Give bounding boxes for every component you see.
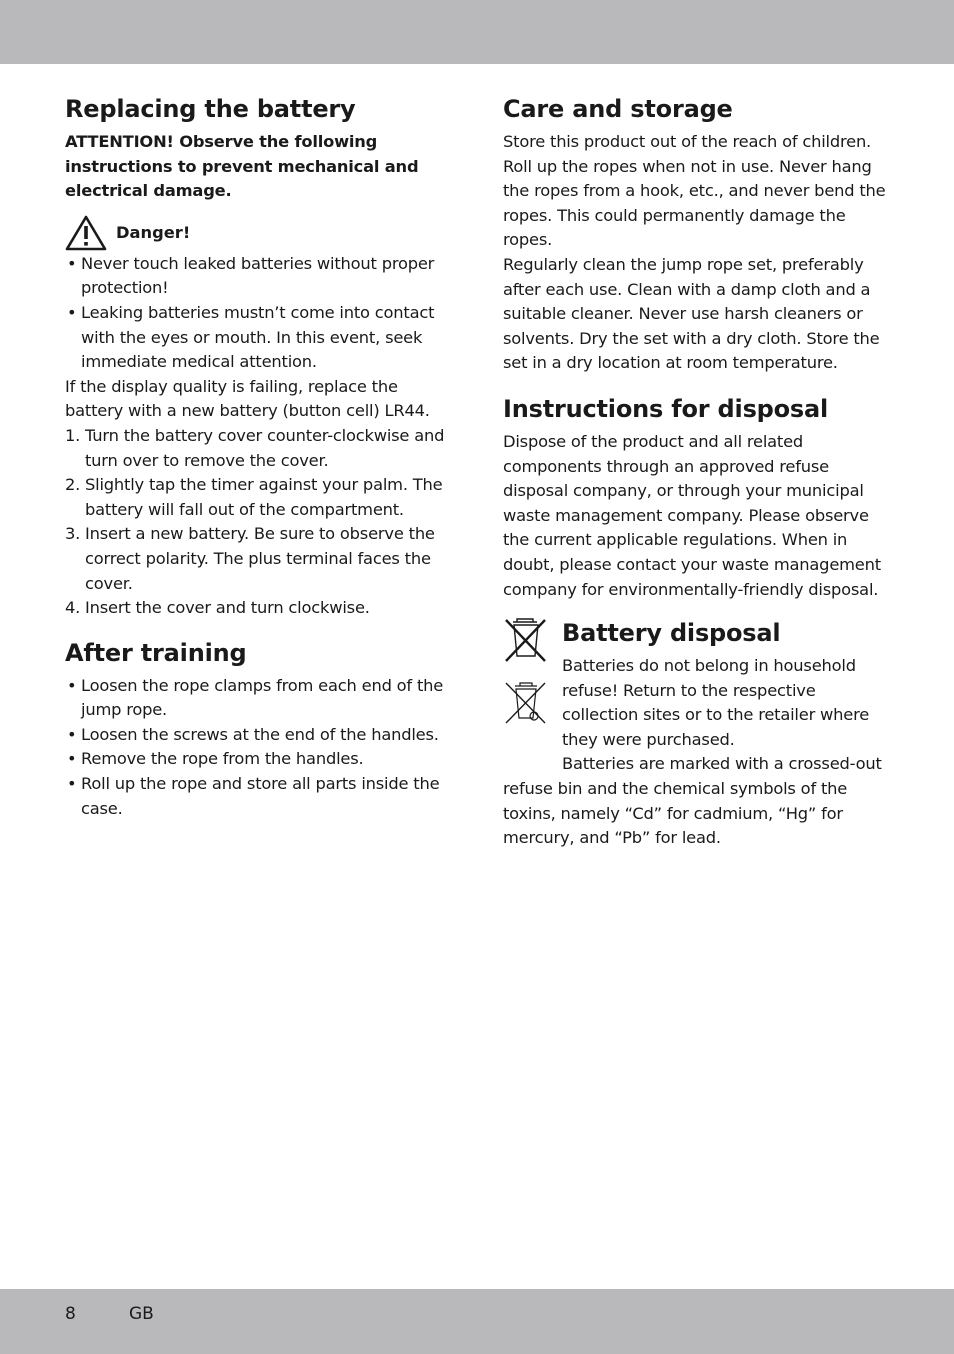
step-number: 1. bbox=[65, 425, 81, 445]
list-item: • Remove the rope from the handles. bbox=[65, 747, 451, 772]
battery-intro: If the display quality is failing, replace the battery with a new battery (button cell) LR44. bbox=[65, 376, 430, 421]
list-item bbox=[65, 473, 451, 522]
page-number: 8 bbox=[65, 1304, 76, 1324]
list-item: • Loosen the screws at the end of the handles. bbox=[65, 723, 451, 748]
replacing-battery-section bbox=[65, 92, 451, 621]
steps-list bbox=[65, 424, 451, 621]
list-item bbox=[65, 424, 451, 473]
step-text: Turn the battery cover counter-clockwise and turn over to remove the cover. bbox=[85, 425, 445, 470]
list-item bbox=[65, 522, 451, 596]
cleaning-paragraph: Regularly clean the jump rope set, preferably after each use. Clean with a damp cloth and a suitable cleaner. Never use harsh cleaners or solvents. Dry the set with a dry cloth. Store the set in a dry location at room temperature. bbox=[503, 254, 880, 373]
disposal-paragraph: Dispose of the product and all related components through an approved refuse disposal company, or through your municipal waste management company. Please observe the current applicable regulations. When in doubt, please contact your waste management company for environmentally-friendly disposal. bbox=[503, 431, 881, 599]
section-heading: Instructions for disposal bbox=[503, 394, 829, 423]
attention-note: ATTENTION! Observe the following instructions to prevent mechanical and electrical damage. bbox=[65, 132, 419, 201]
danger-label: Danger! bbox=[116, 223, 191, 243]
section-heading: Replacing the battery bbox=[65, 95, 356, 123]
section-heading: Battery disposal bbox=[562, 619, 781, 648]
battery-marking-paragraph: Batteries are marked with a crossed-out refuse bin and the chemical symbols of the toxins, namely “Cd” for cadmium, “Hg” for mercury, and “Pb” for lead. bbox=[503, 754, 882, 848]
step-number: 2. bbox=[65, 475, 81, 495]
warning-triangle-icon bbox=[65, 215, 107, 251]
list-item bbox=[65, 596, 451, 621]
list-item: • Never touch leaked batteries without proper protection! bbox=[65, 252, 451, 301]
battery-disposal-section bbox=[503, 616, 889, 851]
header-bar bbox=[0, 0, 954, 64]
crossed-bin-icon bbox=[503, 616, 549, 664]
battery-paragraph: Batteries do not belong in household refuse! Return to the respective collection sites or to the retailer where they were purchased. bbox=[562, 656, 870, 749]
right-column bbox=[503, 92, 889, 851]
care-storage-section bbox=[503, 92, 889, 376]
after-training-section bbox=[65, 636, 451, 822]
list-item: • Leaking batteries mustn’t come into contact with the eyes or mouth. In this event, seek immediate medical attention. bbox=[65, 301, 451, 375]
list-item: • Loosen the rope clamps from each end of the jump rope. bbox=[65, 674, 451, 723]
step-text: Insert the cover and turn clockwise. bbox=[85, 598, 370, 618]
list-item: • Roll up the rope and store all parts inside the case. bbox=[65, 772, 451, 821]
danger-row bbox=[65, 214, 451, 252]
bin-icons bbox=[503, 616, 549, 726]
danger-list bbox=[65, 252, 451, 375]
section-heading: After training bbox=[65, 638, 247, 667]
crossed-bin-icon bbox=[503, 678, 549, 726]
step-text: Insert a new battery. Be sure to observe the correct polarity. The plus terminal faces the cover. bbox=[85, 524, 435, 593]
battery-text bbox=[503, 616, 889, 851]
step-number: 4. bbox=[65, 598, 81, 618]
care-paragraph: Store this product out of the reach of children. Roll up the ropes when not in use. Never hang the ropes from a hook, etc., and never bend the ropes. This could permanently damage the ropes. bbox=[503, 132, 886, 250]
left-column bbox=[65, 92, 451, 821]
language-code: GB bbox=[129, 1304, 154, 1324]
disposal-section bbox=[503, 392, 889, 602]
after-training-list bbox=[65, 674, 451, 822]
section-heading: Care and storage bbox=[503, 95, 733, 123]
step-number: 3. bbox=[65, 524, 81, 544]
step-text: Slightly tap the timer against your palm. The battery will fall out of the compartment. bbox=[85, 475, 443, 519]
